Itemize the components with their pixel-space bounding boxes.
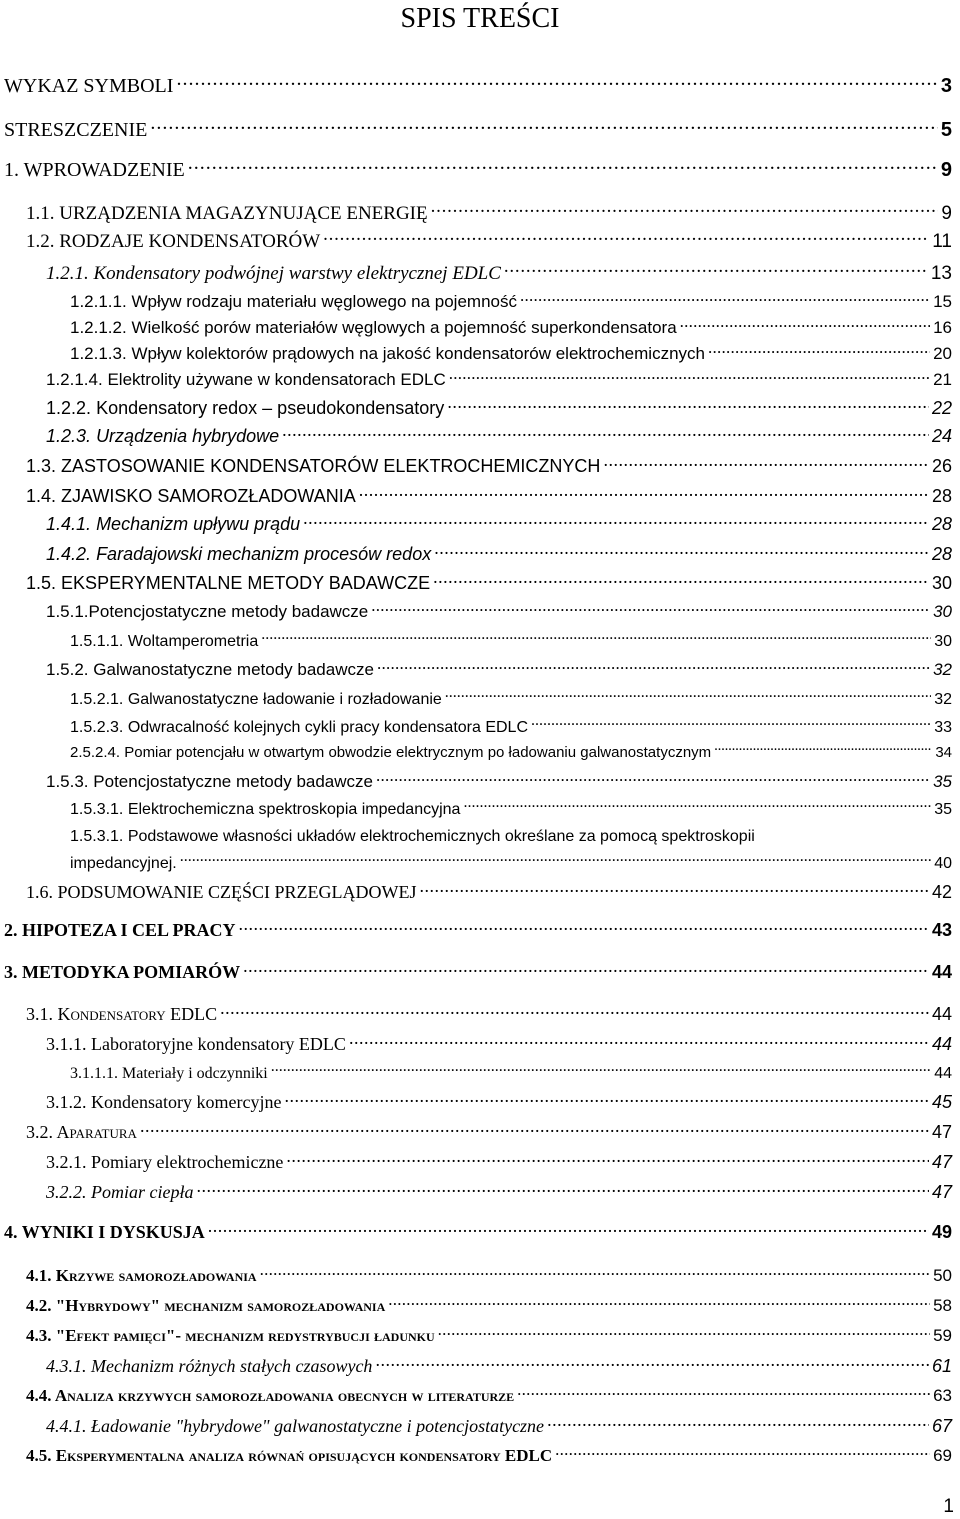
toc-entry[interactable] [26, 200, 952, 226]
toc-entry-page: 15 [933, 292, 952, 311]
toc-entry-number: 1. [4, 159, 19, 181]
toc-entry-title: Kondensatory EDLC [57, 1004, 218, 1024]
toc-entry-page: 21 [933, 370, 952, 389]
toc-entry[interactable] [70, 852, 952, 875]
toc-leader-dots [445, 688, 931, 704]
toc-leader-dots [196, 1180, 928, 1198]
toc-entry-number: 1.5.2.3. [70, 719, 124, 736]
toc-entry-number: 3.1. [26, 1004, 53, 1024]
toc-entry-number: 1.4.2. [46, 544, 92, 564]
toc-entry-number: 1.5.2. [46, 660, 89, 679]
toc-entry[interactable] [46, 424, 952, 448]
toc-entry[interactable] [46, 1354, 952, 1378]
toc-entry-title: "Efekt pamięci"- mechanizm redystrybucji ładunku [55, 1326, 435, 1345]
toc-entry-title: Elektrochemiczna spektroskopia impedancyjna [127, 801, 461, 818]
toc-entry[interactable] [26, 1324, 952, 1347]
toc-leader-dots [371, 600, 930, 617]
toc-entry-title: HIPOTEZA I CEL PRACY [22, 920, 236, 940]
page-number: 1 [943, 1496, 954, 1517]
toc-entry-title: Kondensatory podwójnej warstwy elektrycznej EDLC [93, 263, 501, 284]
toc-entry-number: 1.1. [26, 203, 55, 224]
toc-entry-page: 59 [933, 1326, 952, 1345]
toc-entry-title: Wpływ kolektorów prądowych na jakość kondensatorów elektrochemicznych [131, 344, 705, 363]
toc-leader-dots [433, 571, 929, 589]
toc-leader-dots [555, 1444, 930, 1461]
toc-entry-page: 40 [934, 855, 952, 872]
toc-entry-page: 22 [931, 398, 952, 418]
toc-leader-dots [140, 1120, 929, 1138]
toc-entry-page: 67 [931, 1416, 952, 1436]
toc-entry-page: 45 [931, 1092, 952, 1112]
toc-entry-title: Kondensatory komercyjne [91, 1092, 282, 1112]
toc-leader-dots [434, 542, 929, 560]
toc-entry-title: Faradajowski mechanizm procesów redox [96, 544, 432, 564]
toc-entry-number: 4.4.1. [46, 1416, 87, 1436]
toc-entry-title: Potencjostatyczne metody badawcze [88, 602, 369, 621]
toc-entry-number: 3.2.1. [46, 1152, 87, 1172]
toc-entry-number: 3.1.1. [46, 1034, 87, 1054]
toc-entry[interactable] [46, 1180, 952, 1204]
toc-entry-number: 1.5. [26, 573, 57, 593]
toc-entry-title: Eksperymentalna analiza równań opisujących kondensatory EDLC [55, 1446, 553, 1465]
toc-entry-page: 30 [931, 573, 952, 593]
toc-entry-title: Mechanizm różnych stałych czasowych [91, 1356, 373, 1376]
toc-entry[interactable] [4, 1220, 952, 1244]
toc-leader-dots [359, 484, 929, 502]
toc-entry[interactable] [26, 1384, 952, 1407]
toc-entry-page: 28 [931, 544, 952, 564]
toc-entry[interactable] [46, 600, 952, 623]
toc-entry-title: Pomiary elektrochemiczne [91, 1152, 284, 1172]
toc-entry-page: 44 [931, 962, 952, 982]
toc-leader-dots [375, 1354, 929, 1372]
toc-entry-number: 1.2.1.2. [70, 318, 127, 337]
toc-entry-title: Galwanostatyczne ładowanie i rozładowanie [127, 691, 442, 708]
toc-entry-title: Potencjostatyczne metody badawcze [93, 772, 373, 791]
toc-entry-page: 5 [940, 119, 952, 141]
toc-entry-title: RODZAJE KONDENSATORÓW [59, 231, 321, 252]
toc-entry[interactable] [70, 688, 952, 711]
toc-leader-dots [188, 156, 938, 176]
toc-entry-title: Wpływ rodzaju materiału węglowego na pojemność [131, 292, 517, 311]
toc-entry-title: Odwracalność kolejnych cykli pracy kondensatora EDLC [127, 719, 529, 736]
toc-entry[interactable] [26, 1444, 952, 1467]
toc-entry-page: 11 [932, 231, 952, 252]
toc-entry[interactable] [26, 484, 952, 508]
toc-leader-dots [447, 396, 929, 414]
toc-entry[interactable] [70, 342, 952, 365]
toc-entry[interactable] [26, 1120, 952, 1144]
toc-entry-page: 28 [931, 486, 952, 506]
toc-entry-title: Ładowanie "hybrydowe" galwanostatyczne i potencjostatyczne [91, 1416, 545, 1436]
toc-leader-dots [180, 852, 931, 868]
toc-entry-page: 63 [933, 1386, 952, 1405]
toc-entry-title: Materiały i odczynniki [122, 1065, 268, 1082]
toc-entry-number: 4. [4, 1222, 18, 1242]
toc-entry-page: 9 [941, 203, 952, 224]
toc-leader-dots [220, 1002, 929, 1020]
toc-entry-number: 2.5.2.4. [70, 744, 121, 761]
toc-entry[interactable] [4, 116, 952, 143]
toc-entry[interactable] [46, 1032, 952, 1056]
toc-entry[interactable] [70, 742, 952, 763]
toc-leader-dots [714, 742, 932, 757]
toc-entry-number: 1.2.2. [46, 398, 92, 418]
toc-entry-title: Elektrolity używane w kondensatorach EDLC [107, 370, 446, 389]
toc-entry[interactable] [70, 716, 952, 739]
toc-entry-page: 33 [934, 719, 952, 736]
toc-entry-title: Analiza krzywych samorozładowania obecnych w literaturze [54, 1386, 515, 1405]
toc-entry-title: WPROWADZENIE [23, 159, 185, 181]
toc-entry-title: Pomiar ciepła [91, 1182, 194, 1202]
toc-entry-number: 1.4. [26, 486, 57, 506]
toc-entry-page: 32 [934, 691, 952, 708]
toc-entry-number: 4.3.1. [46, 1356, 87, 1376]
toc-entry-number: 3. [4, 962, 18, 982]
toc-entry-page: 43 [931, 920, 952, 940]
toc-entry-number: 3.1.1.1. [70, 1065, 118, 1082]
toc-entry[interactable] [26, 1294, 952, 1317]
toc-entry[interactable] [46, 260, 952, 286]
toc-entry[interactable] [70, 826, 952, 848]
toc-entry-page: 44 [931, 1034, 952, 1054]
toc-leader-dots [176, 72, 937, 92]
toc-entry-title: Galwanostatyczne metody badawcze [93, 660, 374, 679]
toc-entry-number: 4.2. [26, 1296, 52, 1315]
toc-leader-dots [284, 1090, 929, 1108]
toc-entry-number: 4.4. [26, 1386, 52, 1405]
toc-entry-page: 50 [933, 1266, 952, 1285]
toc-entry-page: 69 [933, 1446, 952, 1465]
toc-entry-title: Aparatura [56, 1122, 137, 1142]
toc-entry[interactable] [46, 1090, 952, 1114]
toc-leader-dots [349, 1032, 929, 1050]
toc-entry-title: Pomiar potencjału w otwartym obwodzie elektrycznym po ładowaniu galwanostatycznym [124, 744, 712, 761]
toc-entry-number: 1.2.1.3. [70, 344, 127, 363]
toc-entry-title: Woltamperometria [127, 633, 259, 650]
toc-entry-number: 1.5.1.1. [70, 633, 124, 650]
toc-entry-number: 1.5.3.1. [70, 801, 124, 818]
toc-entry[interactable] [46, 396, 952, 420]
toc-entry-number: 4.1. [26, 1266, 52, 1285]
toc-entry-title: ZJAWISKO SAMOROZŁADOWANIA [61, 486, 356, 506]
toc-entry-page: 44 [931, 1004, 952, 1024]
toc-entry-page: 35 [934, 801, 952, 818]
toc-leader-dots [680, 316, 930, 333]
toc-entry[interactable] [70, 630, 952, 653]
toc-entry-title: Laboratoryjne kondensatory EDLC [91, 1034, 346, 1054]
toc-entry-title: ZASTOSOWANIE KONDENSATORÓW ELEKTROCHEMICZNYCH [61, 456, 601, 476]
toc-leader-dots [261, 630, 931, 646]
toc-entry-title: "Hybrydowy" mechanizm samorozładowania [55, 1296, 386, 1315]
toc-leader-dots [150, 116, 938, 136]
toc-entry-page: 28 [931, 514, 952, 534]
toc-entry[interactable] [46, 770, 952, 793]
toc-entry-number: 1.5.3.1. [70, 828, 124, 845]
toc-entry-number: 1.5.2.1. [70, 691, 124, 708]
toc-entry[interactable] [46, 658, 952, 681]
toc-entry-number: 1.2.1.1. [70, 292, 127, 311]
toc-entry-number: 1.2.1. [46, 263, 89, 284]
toc-entry-page: 16 [933, 318, 952, 337]
toc-leader-dots [376, 770, 930, 787]
toc-entry[interactable] [70, 290, 952, 313]
toc-entry-page: 49 [931, 1222, 952, 1242]
toc-entry[interactable] [46, 512, 952, 536]
toc-leader-dots [286, 1150, 929, 1168]
toc-entry-title: Krzywe samorozładowania [55, 1266, 257, 1285]
toc-entry-title: WYNIKI I DYSKUSJA [21, 1222, 205, 1242]
toc-entry-number: 1.5.3. [46, 772, 89, 791]
toc-entry[interactable] [26, 571, 952, 595]
toc-entry-number: 3.1.2. [46, 1092, 87, 1112]
toc-entry-page: 32 [933, 660, 952, 679]
toc-entry[interactable] [26, 1002, 952, 1026]
toc-entry-page: 42 [931, 882, 952, 902]
page-title: SPIS TREŚCI [400, 3, 560, 34]
toc-entry-page: 34 [935, 744, 952, 761]
toc-entry-number: 1.4.1. [46, 514, 92, 534]
toc-entry-title: PODSUMOWANIE CZĘŚCI PRZEGLĄDOWEJ [57, 882, 417, 902]
toc-entry[interactable] [4, 918, 952, 942]
toc-entry[interactable] [26, 454, 952, 478]
toc-leader-dots [708, 342, 930, 359]
toc-entry-title: Wielkość porów materiałów węglowych a pojemność superkondensatora [131, 318, 677, 337]
toc-entry-number: 1.6. [26, 882, 53, 902]
toc-entry-number: 1.2. [26, 231, 55, 252]
toc-leader-dots [208, 1220, 929, 1238]
toc-entry[interactable] [4, 960, 952, 984]
toc-entry[interactable] [46, 1150, 952, 1174]
toc-leader-dots [388, 1294, 930, 1311]
toc-leader-dots [377, 658, 930, 675]
toc-leader-dots [517, 1384, 930, 1401]
toc-leader-dots [260, 1264, 931, 1281]
toc-entry-page: 13 [930, 263, 952, 284]
toc-entry-page: 3 [940, 75, 952, 97]
toc-entry-number: 1.3. [26, 456, 57, 476]
toc-leader-dots [463, 798, 931, 814]
toc-entry-number: 3.2. [26, 1122, 53, 1142]
toc-entry-title: Podstawowe własności układów elektrochemicznych określane za pomocą spektroskopii [127, 828, 755, 845]
toc-leader-dots [303, 512, 929, 530]
toc-entry[interactable] [70, 316, 952, 339]
toc-entry-page: 30 [934, 633, 952, 650]
toc-entry-number: 3.2.2. [46, 1182, 87, 1202]
toc-entry-title: Mechanizm upływu prądu [96, 514, 301, 534]
toc-entry-page: 30 [933, 602, 952, 621]
toc-entry-page: 58 [933, 1296, 952, 1315]
toc-entry-page: 47 [931, 1152, 952, 1172]
toc-leader-dots [239, 918, 929, 936]
toc-entry[interactable] [26, 228, 952, 254]
toc-entry-page: 35 [933, 772, 952, 791]
toc-leader-dots [243, 960, 929, 978]
toc-entry[interactable] [70, 798, 952, 821]
toc-entry-page: 61 [931, 1356, 952, 1376]
toc-entry[interactable] [46, 368, 952, 391]
toc-entry-number: 1.2.3. [46, 426, 92, 446]
toc-entry-number: 4.3. [26, 1326, 52, 1345]
toc-entry-number: 1.5.1. [46, 602, 89, 621]
toc-leader-dots [449, 368, 930, 385]
toc-entry[interactable] [4, 72, 952, 99]
toc-entry-title: Urządzenia hybrydowe [96, 426, 280, 446]
toc-entry[interactable] [26, 1264, 952, 1287]
toc-entry[interactable] [4, 156, 952, 183]
toc-leader-dots [603, 454, 929, 472]
toc-entry-page: 24 [931, 426, 952, 446]
toc-leader-dots [531, 716, 931, 732]
toc-entry-title: Kondensatory redox – pseudokondensatory [96, 398, 445, 418]
toc-leader-dots [431, 200, 939, 219]
toc-leader-dots [271, 1062, 931, 1078]
toc-entry-title: URZĄDZENIA MAGAZYNUJĄCE ENERGIĘ [59, 203, 428, 224]
toc-entry-title: WYKAZ SYMBOLI [4, 75, 174, 97]
toc-entry-page: 26 [931, 456, 952, 476]
toc-leader-dots [323, 228, 929, 247]
toc-leader-dots [282, 424, 929, 442]
toc-entry-title: STRESZCZENIE [4, 119, 148, 141]
toc-entry[interactable] [46, 1414, 952, 1438]
toc-leader-dots [420, 880, 929, 898]
toc-entry-page: 47 [931, 1122, 952, 1142]
toc-entry-title: EKSPERYMENTALNE METODY BADAWCZE [61, 573, 431, 593]
toc-entry-page: 9 [940, 159, 952, 181]
toc-leader-dots [547, 1414, 929, 1432]
toc-entry-page: 47 [931, 1182, 952, 1202]
toc-leader-dots [520, 290, 930, 307]
toc-entry-number: 1.2.1.4. [46, 370, 103, 389]
toc-entry-page: 44 [934, 1065, 952, 1082]
toc-entry[interactable] [70, 1062, 952, 1085]
toc-leader-dots [504, 260, 928, 279]
toc-entry-number: 4.5. [26, 1446, 52, 1465]
toc-leader-dots [438, 1324, 930, 1341]
toc-entry-page: 20 [933, 344, 952, 363]
toc-entry-number: 2. [4, 920, 18, 940]
toc-entry-title: METODYKA POMIARÓW [22, 962, 241, 982]
toc-entry[interactable] [26, 880, 952, 904]
toc-entry[interactable] [46, 542, 952, 566]
toc-entry-title: impedancyjnej. [70, 855, 177, 872]
